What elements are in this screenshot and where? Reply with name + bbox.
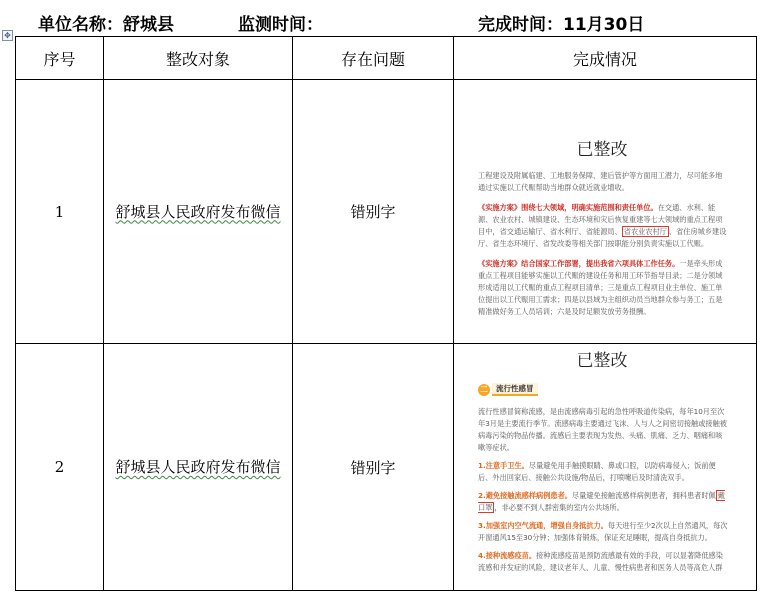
boxed-correction: 省农业农村厅 <box>623 227 667 236</box>
row-index: 1 <box>16 80 104 344</box>
column-header-issue: 存在问题 <box>293 37 454 80</box>
column-header-target: 整改对象 <box>104 37 293 80</box>
status-text: 已整改 <box>576 351 628 371</box>
table-row <box>16 344 757 591</box>
boxed-correction: 戴口罩 <box>478 491 725 512</box>
paragraph-text: 每天进行至少2次以上自然通风，每次开窗通风15至30分钟；加强体育锻炼，保证充足睡眠，提高自身抵抗力。 <box>478 521 728 542</box>
column-header-status: 完成情况 <box>454 37 757 80</box>
section-title: 流行性感冒 <box>492 383 538 396</box>
table-header-row <box>16 37 757 80</box>
row-status <box>454 80 757 344</box>
row-index: 2 <box>16 344 104 591</box>
paragraph-text: 尽量避免用手触摸眼睛、鼻或口腔，以防病毒侵入；饭前便后、外出回家后、接触公共设施/物品后，打喷嚏后及时清洗双手。 <box>478 461 716 482</box>
highlight-lead: 《实施方案》围绕七大领域，明确实施范围和责任单位。 <box>478 203 658 212</box>
table-move-handle-icon[interactable]: ✥ <box>2 30 13 41</box>
row-target-text: 舒城县人民政府发布微信 <box>115 202 281 221</box>
column-header-index: 序号 <box>16 37 104 80</box>
paragraph-text: 在交通、水利、能源、农业农村、城镇建设、生态环境和灾后恢复重建等七大领域的重点工程项目中，省交通运输厅、省水利厅、省能源局、 <box>478 203 723 236</box>
screenshot-paragraph: 流行性感冒简称流感，是由流感病毒引起的急性呼吸道传染病，每年10月至次年3月是主要流行季节。流感病毒主要通过飞沫、人与人之间密切接触或接触被病毒污染的物品传播。流感后主要表现为发热、头痛、肌痛、乏力、咽痛和咳嗽等症状。 <box>478 407 727 452</box>
screenshot-paragraph: 工程建设及附属临建、工地服务保障、建后管护等方面用工潜力，尽可能多地通过实施以工代赈帮助当地群众就近就业增收。 <box>478 171 723 192</box>
paragraph-text: 一是牵头形成重点工程项目能够实施以工代赈的建设任务和用工环节指导目录；二是分领域形成适用以工代赈的重点工程项目清单；三是重点工程项目业主单位、施工单位提出以工代赈用工需求；四是以县域为主组织动员当地群众参与务工；五是精准做好务工人员培训；六是及时足额发放劳务报酬。 <box>478 259 723 316</box>
item-title: 1.注意手卫生。 <box>478 461 529 470</box>
completion-time-label: 完成时间：11月30日 <box>478 15 645 35</box>
row-issue: 错别字 <box>293 80 454 344</box>
paragraph-text: 接种流感疫苗是预防流感最有效的手段，可以显著降低感染流感和并发症的风险，建议老年人、儿童、慢性病患者和医务人员等高危人群 <box>478 551 723 572</box>
screenshot-paragraph <box>478 550 728 574</box>
paragraph-text: 、省住房城乡建设厅、省生态环境厅、省发改委等相关部门按职能分别负责实施以工代赈。 <box>478 227 727 248</box>
unit-name-label: 单位名称：舒城县 <box>38 15 174 35</box>
screenshot-paragraph <box>478 490 728 514</box>
row-target <box>104 80 293 344</box>
status-text: 已整改 <box>576 140 628 160</box>
paragraph-text: ，非必要不到人群密集的室内公共场所。 <box>494 503 624 512</box>
item-title: 3.加强室内空气流通，增强自身抵抗力。 <box>478 521 608 530</box>
row-target <box>104 344 293 591</box>
item-title: 4.接种流感疫苗。 <box>478 551 537 560</box>
rectification-table <box>15 36 757 591</box>
document-header <box>0 0 766 36</box>
screenshot-paragraph <box>478 520 728 544</box>
row-status <box>454 344 757 591</box>
evidence-screenshot <box>454 344 750 590</box>
paragraph-text: 尽量避免接触流感样病例患者，拥科患者时佩 <box>571 491 716 500</box>
section-number-badge: 二 <box>480 384 488 394</box>
monitor-time-label: 监测时间： <box>238 15 323 35</box>
row-target-text: 舒城县人民政府发布微信 <box>115 458 281 476</box>
table-row <box>16 80 757 344</box>
section-heading <box>478 379 750 398</box>
screenshot-paragraph <box>478 460 728 484</box>
evidence-screenshot <box>454 105 750 318</box>
item-title: 2.避免接触流感样病例患者。 <box>478 491 572 500</box>
highlight-lead: 《实施方案》结合国家工作部署，提出我省六项具体工作任务。 <box>478 259 680 268</box>
screenshot-paragraph <box>478 202 728 250</box>
screenshot-paragraph <box>478 258 728 318</box>
row-issue: 错别字 <box>293 344 454 591</box>
